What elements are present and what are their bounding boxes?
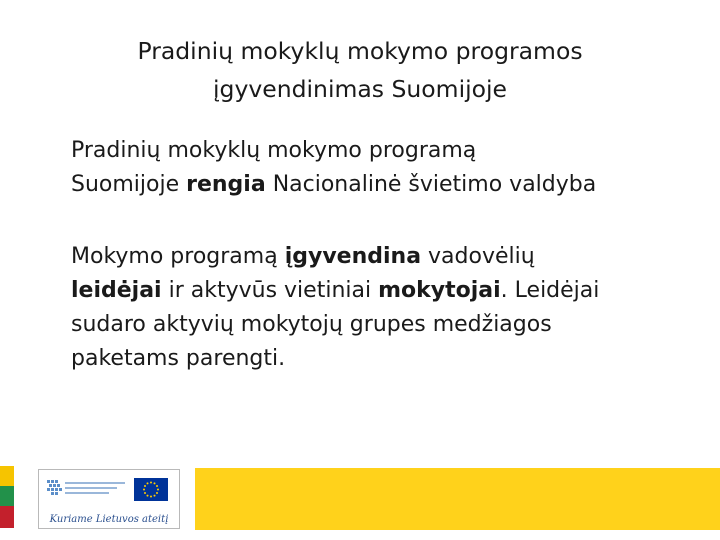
sponsor-logo-box bbox=[38, 469, 180, 529]
paragraph-2-line-1 bbox=[71, 240, 701, 274]
paragraph-curriculum-preparation bbox=[71, 134, 701, 202]
text-run: Suomijoje bbox=[71, 172, 187, 197]
title-line-2: įgyvendinimas Suomijoje bbox=[213, 75, 507, 103]
slide-body bbox=[71, 134, 701, 376]
paragraph-1-line-2 bbox=[71, 168, 701, 202]
bold-text-run: rengia bbox=[186, 172, 266, 197]
bold-text-run: leidėjai bbox=[71, 278, 162, 303]
flag-stripe-yellow bbox=[0, 466, 14, 486]
eu-flag-icon bbox=[134, 478, 168, 501]
paragraph-2-line-2 bbox=[71, 274, 701, 308]
flag-stripe-red bbox=[0, 506, 14, 528]
bold-text-run: mokytojai bbox=[378, 278, 501, 303]
flag-stripe-green bbox=[0, 486, 14, 506]
paragraph-2-line-3: sudaro aktyvių mokytojų grupes medžiagos bbox=[71, 312, 552, 337]
footer-yellow-band bbox=[195, 468, 720, 530]
slogan-text: Kuriame Lietuvos ateitį bbox=[49, 514, 169, 525]
text-run: . Leidėjai bbox=[500, 278, 600, 303]
text-run: vadovėlių bbox=[421, 244, 535, 269]
paragraph-2-line-4: paketams parengti. bbox=[71, 346, 286, 371]
text-run: Nacionalinė švietimo valdyba bbox=[265, 172, 597, 197]
slide-title bbox=[60, 32, 660, 108]
paragraph-curriculum-implementation bbox=[71, 240, 701, 376]
bold-text-run: įgyvendina bbox=[284, 244, 422, 269]
text-run: Mokymo programą bbox=[71, 244, 285, 269]
government-logo-icon bbox=[45, 476, 133, 506]
title-line-1: Pradinių mokyklų mokymo programos bbox=[137, 37, 583, 65]
text-run: ir aktyvūs vietiniai bbox=[161, 278, 379, 303]
paragraph-1-line-1: Pradinių mokyklų mokymo programą bbox=[71, 138, 477, 163]
